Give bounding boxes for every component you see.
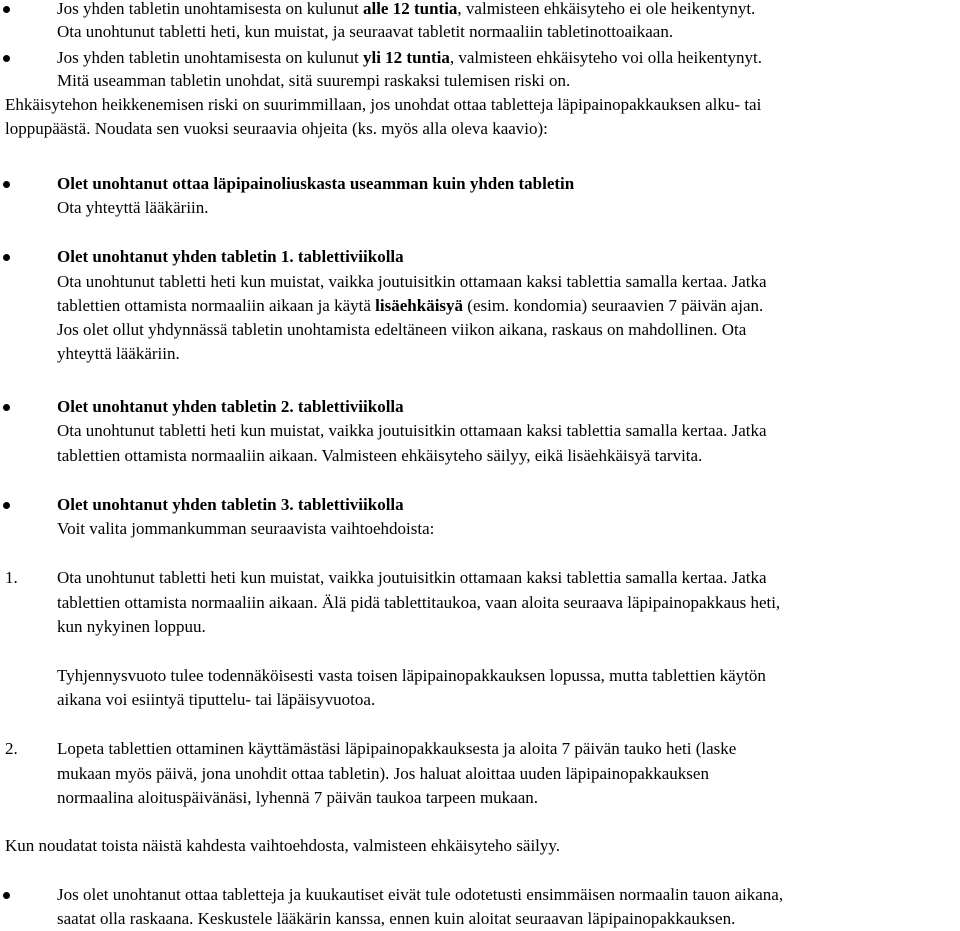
bold-text: lisäehkäisyä [375,296,464,315]
section-2-heading: Olet unohtanut yhden tabletin 1. tablettiviikolla [57,247,404,266]
text: , valmisteen ehkäisyteho voi olla heikentynyt. [449,48,762,67]
option-1-number: 1. [5,568,18,587]
section-4-line-1: Voit valita jommankumman seuraavista vaihtoehdoista: [57,519,435,538]
option-2-line-1: Lopeta tablettien ottaminen käyttämästäsi läpipainopakkauksesta ja aloita 7 päivän tauko heti (laske [57,739,737,758]
bullet-1-line-1 [57,0,755,21]
text: , valmisteen ehkäisyteho ei ole heikentynyt. [457,0,756,18]
paragraph-1-line-2: loppupäästä. Noudata sen vuoksi seuraavia ohjeita (ks. myös alla oleva kaavio): [5,119,548,138]
bullet-icon [3,502,10,509]
text: Jos yhden tabletin unohtamisesta on kulunut [57,48,363,67]
option-2-number: 2. [5,739,18,758]
last-bullet-line-1: Jos olet unohtanut ottaa tabletteja ja kuukautiset eivät tule odotetusti ensimmäisen normaalin tauon aikana, [57,885,784,904]
option-1-line-3: kun nykyinen loppuu. [57,617,206,636]
bold-text: alle 12 tuntia [362,0,458,18]
paragraph-1-line-1: Ehkäisytehon heikkenemisen riski on suurimmillaan, jos unohdat ottaa tabletteja läpipainopakkauksen alku- tai [5,95,762,114]
bold-text: yli 12 tuntia [362,48,450,67]
text: Jos yhden tabletin unohtamisesta on kulunut [57,0,363,18]
paragraph-2: Kun noudatat toista näistä kahdesta vaihtoehdosta, valmisteen ehkäisyteho säilyy. [5,836,561,855]
section-2-line-2 [57,294,763,318]
bullet-2-line-1 [57,46,762,70]
bullet-icon [3,55,10,62]
section-3-heading: Olet unohtanut yhden tabletin 2. tablettiviikolla [57,397,404,416]
bullet-icon [3,892,10,899]
section-1-line-1: Ota yhteyttä lääkäriin. [57,198,209,217]
bullet-icon [3,254,10,261]
text: tablettien ottamista normaaliin aikaan ja käytä [57,296,376,315]
section-3-line-1: Ota unohtunut tabletti heti kun muistat, vaikka joutuisitkin ottamaan kaksi tablettia samalla kertaa. Jatka [57,421,767,440]
option-1-paragraph-2-line-1: Tyhjennysvuoto tulee todennäköisesti vasta toisen läpipainopakkauksen lopussa, mutta tablettien käytön [57,666,766,685]
section-3-line-2: tablettien ottamista normaaliin aikaan. Valmisteen ehkäisyteho säilyy, eikä lisäehkäisyä tarvita. [57,446,703,465]
option-1-line-2: tablettien ottamista normaaliin aikaan. Älä pidä tablettitaukoa, vaan aloita seuraava läpipainopakkaus heti, [57,593,781,612]
section-2-line-1: Ota unohtunut tabletti heti kun muistat, vaikka joutuisitkin ottamaan kaksi tablettia samalla kertaa. Jatka [57,272,767,291]
option-1-line-1: Ota unohtunut tabletti heti kun muistat, vaikka joutuisitkin ottamaan kaksi tablettia samalla kertaa. Jatka [57,568,767,587]
option-1-paragraph-2-line-2: aikana voi esiintyä tiputtelu- tai läpäisyvuotoa. [57,690,376,709]
bullet-1-line-2: Ota unohtunut tabletti heti, kun muistat, ja seuraavat tabletit normaaliin tabletinottoaikaan. [57,22,674,41]
section-2-line-3: Jos olet ollut yhdynnässä tabletin unohtamista edeltäneen viikon aikana, raskaus on mahdollinen. Ota [57,320,747,339]
section-2-line-4: yhteyttä lääkäriin. [57,344,180,363]
option-2-line-3: normaalina aloituspäivänäsi, lyhennä 7 päivän taukoa tarpeen mukaan. [57,788,539,807]
section-4-heading: Olet unohtanut yhden tabletin 3. tablettiviikolla [57,495,404,514]
option-2-line-2: mukaan myös päivä, jona unohdit ottaa tabletin). Jos haluat aloittaa uuden läpipainopakkauksen [57,764,709,783]
bullet-icon [3,181,10,188]
section-1-heading: Olet unohtanut ottaa läpipainoliuskasta useamman kuin yhden tabletin [57,174,575,193]
last-bullet-line-2: saatat olla raskaana. Keskustele lääkärin kanssa, ennen kuin aloitat seuraavan läpipainopakkauksen. [57,909,736,928]
bullet-icon [3,6,10,13]
text: (esim. kondomia) seuraavien 7 päivän ajan. [463,296,764,315]
bullet-icon [3,404,10,411]
bullet-2-line-2: Mitä useamman tabletin unohdat, sitä suurempi raskaksi tulemisen riski on. [57,71,571,90]
